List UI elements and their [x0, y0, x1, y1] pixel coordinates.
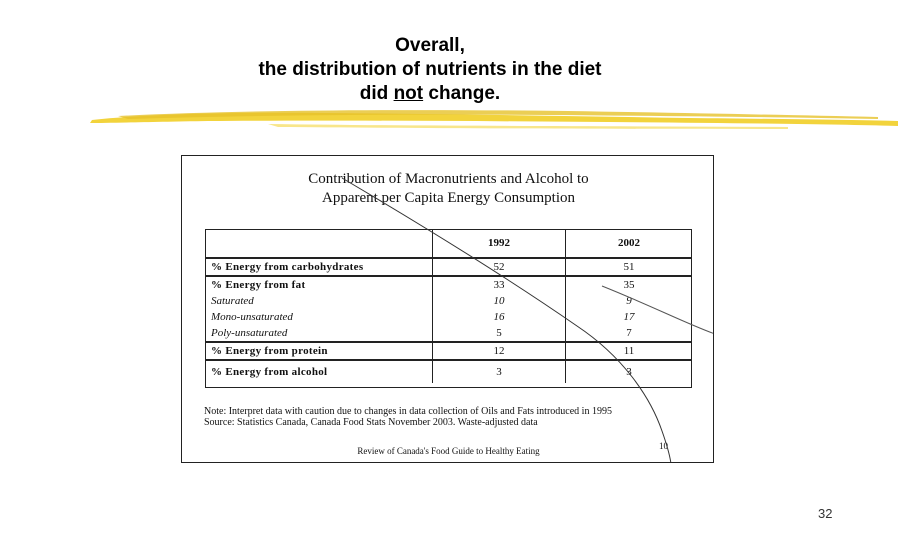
cell-1992: 10 — [433, 293, 566, 309]
cell-2002: 35 — [566, 276, 693, 293]
macronutrients-table — [205, 229, 692, 383]
slide-title-line-2: the distribution of nutrients in the diet — [258, 59, 602, 80]
slide-title-line-3 — [150, 82, 710, 106]
scanned-document — [181, 155, 714, 463]
cell-1992: 52 — [433, 258, 566, 276]
table-header-row — [205, 229, 692, 258]
header-cell-2002: 2002 — [566, 229, 693, 258]
header-cell-label — [205, 229, 433, 258]
document-note — [204, 406, 612, 428]
slide-page-number: 32 — [818, 506, 833, 521]
title-text-pre: did — [359, 83, 394, 104]
cell-1992: 12 — [433, 342, 566, 360]
cell-1992: 5 — [433, 325, 566, 342]
cell-2002: 3 — [566, 360, 693, 383]
row-label: % Energy from protein — [205, 342, 433, 360]
cell-2002: 51 — [566, 258, 693, 276]
title-emphasis: not — [393, 83, 424, 104]
cell-2002: 17 — [566, 309, 693, 325]
table-row — [205, 293, 692, 309]
row-label: % Energy from fat — [205, 276, 433, 293]
cell-2002: 7 — [566, 325, 693, 342]
table-row — [205, 342, 692, 360]
document-title — [182, 170, 714, 208]
cell-2002: 11 — [566, 342, 693, 360]
header-cell-1992: 1992 — [433, 229, 566, 258]
table-row — [205, 360, 692, 383]
cell-1992: 3 — [433, 360, 566, 383]
note-line-1: Note: Interpret data with caution due to changes in data collection of Oils and Fats introduced in 1995 — [204, 406, 612, 417]
yellow-brush-rule — [88, 104, 900, 132]
cell-1992: 16 — [433, 309, 566, 325]
document-page-number: 10 — [659, 441, 668, 451]
cell-2002: 9 — [566, 293, 693, 309]
title-text-post: change. — [423, 83, 501, 104]
slide-title — [150, 34, 710, 106]
slide-title-line-1: Overall, — [395, 35, 465, 56]
row-label: % Energy from alcohol — [205, 360, 433, 383]
table-row — [205, 258, 692, 276]
note-line-2: Source: Statistics Canada, Canada Food Stats November 2003. Waste-adjusted data — [204, 417, 538, 428]
row-label: Mono-unsaturated — [211, 311, 293, 323]
document-footer: Review of Canada's Food Guide to Healthy Eating — [357, 446, 540, 456]
table-row — [205, 325, 692, 342]
table-row — [205, 309, 692, 325]
row-label: % Energy from carbohydrates — [211, 261, 364, 273]
row-label: Saturated — [211, 295, 254, 307]
table-row — [205, 276, 692, 293]
row-label: Poly-unsaturated — [211, 327, 288, 339]
document-title-line-2: Apparent per Capita Energy Consumption — [321, 190, 575, 206]
cell-1992: 33 — [433, 276, 566, 293]
document-title-line-1: Contribution of Macronutrients and Alcohol to — [308, 171, 589, 187]
